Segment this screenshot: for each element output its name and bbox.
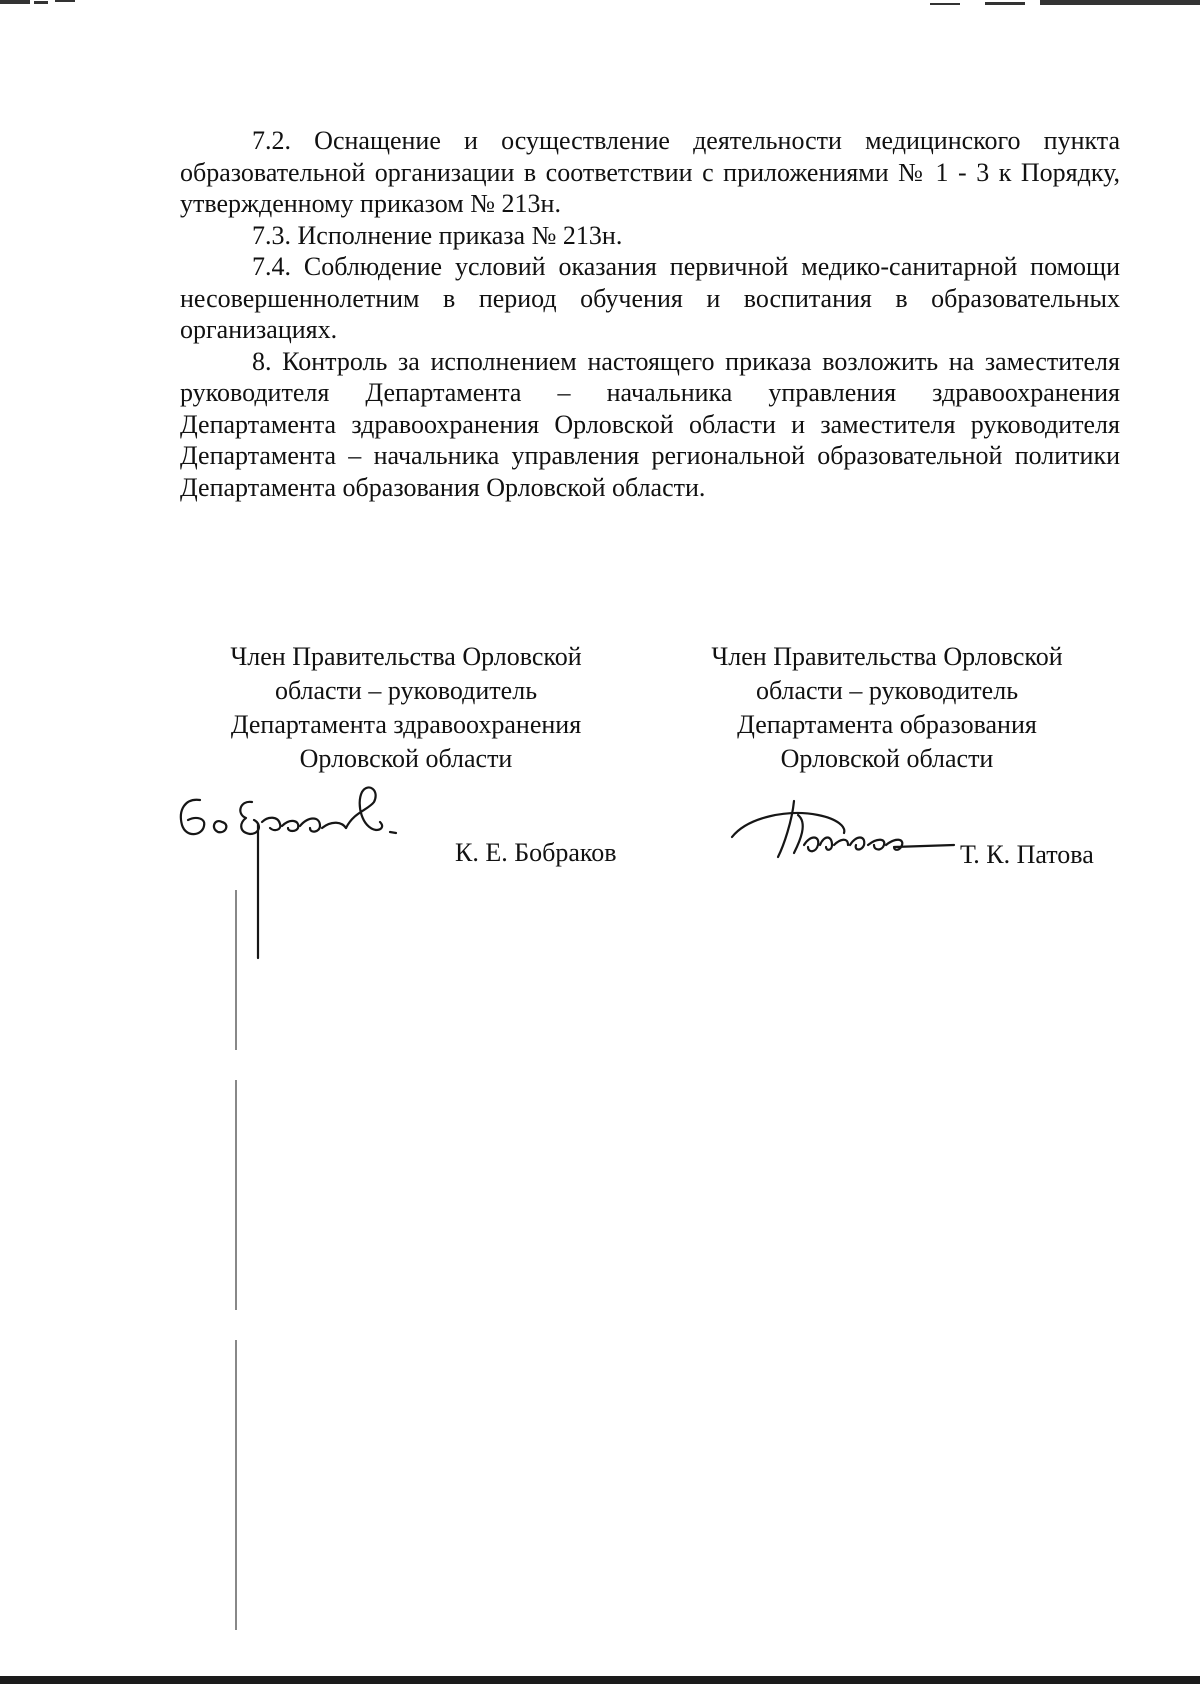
title-line: Департамента здравоохранения [230,710,582,739]
signatory-right-title [677,640,1097,776]
signatory-right-name: Т. К. Патова [960,840,1094,869]
title-line: области – руководитель [274,676,538,705]
signatory-left-name: К. Е. Бобраков [455,838,617,867]
scan-noise-top [0,0,1200,10]
scan-edge-bottom [0,1676,1200,1684]
title-line: Орловской области [299,744,513,773]
signature-right [728,795,958,875]
title-line: Департамента образования [737,710,1037,739]
paragraph-8: 8. Контроль за исполнением настоящего приказа возложить на заместителя руководителя Департамента – начальника управления здравоохранения Департамента здравоохранения Орловской области и заместителя руководителя Департамента – начальника управления региональной образовательной политики Департамента образования Орловской области. [180,346,1120,502]
title-line: области – руководитель [755,676,1019,705]
title-line: Орловской области [780,744,994,773]
scan-margin-line [233,890,243,1650]
title-line: Член Правительства Орловской [230,642,582,671]
order-body [180,125,1120,503]
signature-left [170,780,410,960]
signatory-left-title [196,640,616,776]
paragraph-7-4: 7.4. Соблюдение условий оказания первичной медико-санитарной помощи несовершеннолетним в период обучения и воспитания в образовательных организациях. [180,252,1120,344]
paragraph-7-3: 7.3. Исполнение приказа № 213н. [252,220,623,250]
title-line: Член Правительства Орловской [711,642,1063,671]
paragraph-7-2: 7.2. Оснащение и осуществление деятельности медицинского пункта образовательной организации в соответствии с приложениями № 1 - 3 к Порядку, утвержденному приказом № 213н. [180,126,1120,218]
